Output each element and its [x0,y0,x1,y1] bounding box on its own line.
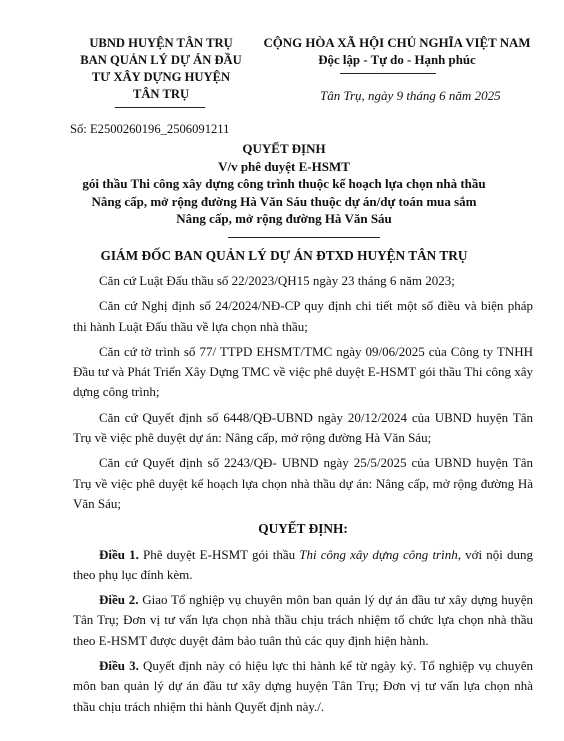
article-text: Giao Tổ nghiệp vụ chuyên môn ban quản lý dự án đầu tư xây dựng huyện Tân Trụ; Đơn vị tư vấn lựa chọn nhà thầu chịu trách nhiệm tổ chức lựa chọn nhà thầu theo E-HSMT được duyệt đảm bảo tuân thủ các quy định hiện hành. [73,592,534,648]
article-label: Điều 1. [99,546,139,562]
national-motto: Độc lập - Tự do - Hạnh phúc [318,53,476,67]
article-text: Quyết định này có hiệu lực thi hành kể từ ngày ký. Tổ nghiệp vụ chuyên môn ban quản lý dự án đầu tư xây dựng huyện Tân Trụ; Đơn vị tư vấn lựa chọn nhà thầu chịu trách nhiệm thi hành Quyết định này./. [73,658,533,714]
decision-heading: QUYẾT ĐỊNH: [258,521,348,537]
motto-underline [340,73,436,74]
legal-basis: Căn cứ Quyết định số 2243/QĐ- UBND ngày 25/5/2025 của UBND huyện Tân Trụ về việc phê duyệt kế hoạch lựa chọn nhà thầu dự án: Nâng cấp, mở rộng đường Hà Văn Sáu; [73,455,533,511]
legal-basis: Căn cứ Nghị định số 24/2024/NĐ-CP quy định chi tiết một số điều và biện pháp thi hành Luật Đấu thầu về lựa chọn nhà thầu; [73,298,533,334]
subject-line: Nâng cấp, mở rộng đường Hà Văn Sáu [176,211,392,226]
document-title: QUYẾT ĐỊNH [242,141,326,156]
article-2 [73,590,533,651]
document-title-block [40,140,528,228]
subject-line: V/v phê duyệt E-HSMT [218,158,350,174]
issuing-agency [58,35,264,103]
article-text: Phê duyệt E-HSMT gói thầu [138,546,300,562]
subject-line: Nâng cấp, mở rộng đường Hà Văn Sáu thuộc dự án/dự toán mua sắm [91,193,477,209]
title-underline [228,237,380,238]
issuer-heading: GIÁM ĐỐC BAN QUẢN LÝ DỰ ÁN ĐTXD HUYỆN TÂN TRỤ [100,248,468,263]
agency-line: TƯ XÂY DỰNG HUYỆN [91,70,231,84]
subject-line: gói thầu Thi công xây dựng công trình thuộc kế hoạch lựa chọn nhà thầu [82,176,486,191]
document-body [73,271,533,722]
date-line: Tân Trụ, ngày 9 tháng 6 năm 2025 [320,88,501,103]
article-label: Điều 2. [99,592,139,608]
article-label: Điều 3. [99,658,139,674]
agency-line: TÂN TRỤ [132,87,190,101]
article-1 [73,545,533,586]
national-header [254,35,540,69]
legal-basis: Căn cứ Quyết định số 6448/QĐ-UBND ngày 20/12/2024 của UBND huyện Tân Trụ về việc phê duyệt dự án: Nâng cấp, mở rộng đường Hà Văn Sáu; [73,409,533,446]
document-number: Số: E2500260196_2506091211 [70,122,230,136]
legal-basis: Căn cứ Luật Đấu thầu số 22/2023/QH15 ngày 23 tháng 6 năm 2023; [99,273,455,288]
article-3 [73,656,533,717]
legal-basis: Căn cứ tờ trình số 77/ TTPD EHSMT/TMC ngày 09/06/2025 của Công ty TNHH Đầu tư và Phát Triển Xây Dựng TMC về việc phê duyệt E-HSMT gói thầu Thi công xây dựng công trình; [73,343,534,400]
article-text: với nội dung theo phụ lục đính kèm. [73,546,533,582]
agency-line: BAN QUẢN LÝ DỰ ÁN ĐẦU [80,53,242,67]
national-title: CỘNG HÒA XÃ HỘI CHỦ NGHĨA VIỆT NAM [263,36,531,50]
agency-line: UBND HUYỆN TÂN TRỤ [89,36,233,50]
agency-underline [115,107,205,108]
article-italic-text: Thi công xây dựng công trình, [299,546,461,562]
